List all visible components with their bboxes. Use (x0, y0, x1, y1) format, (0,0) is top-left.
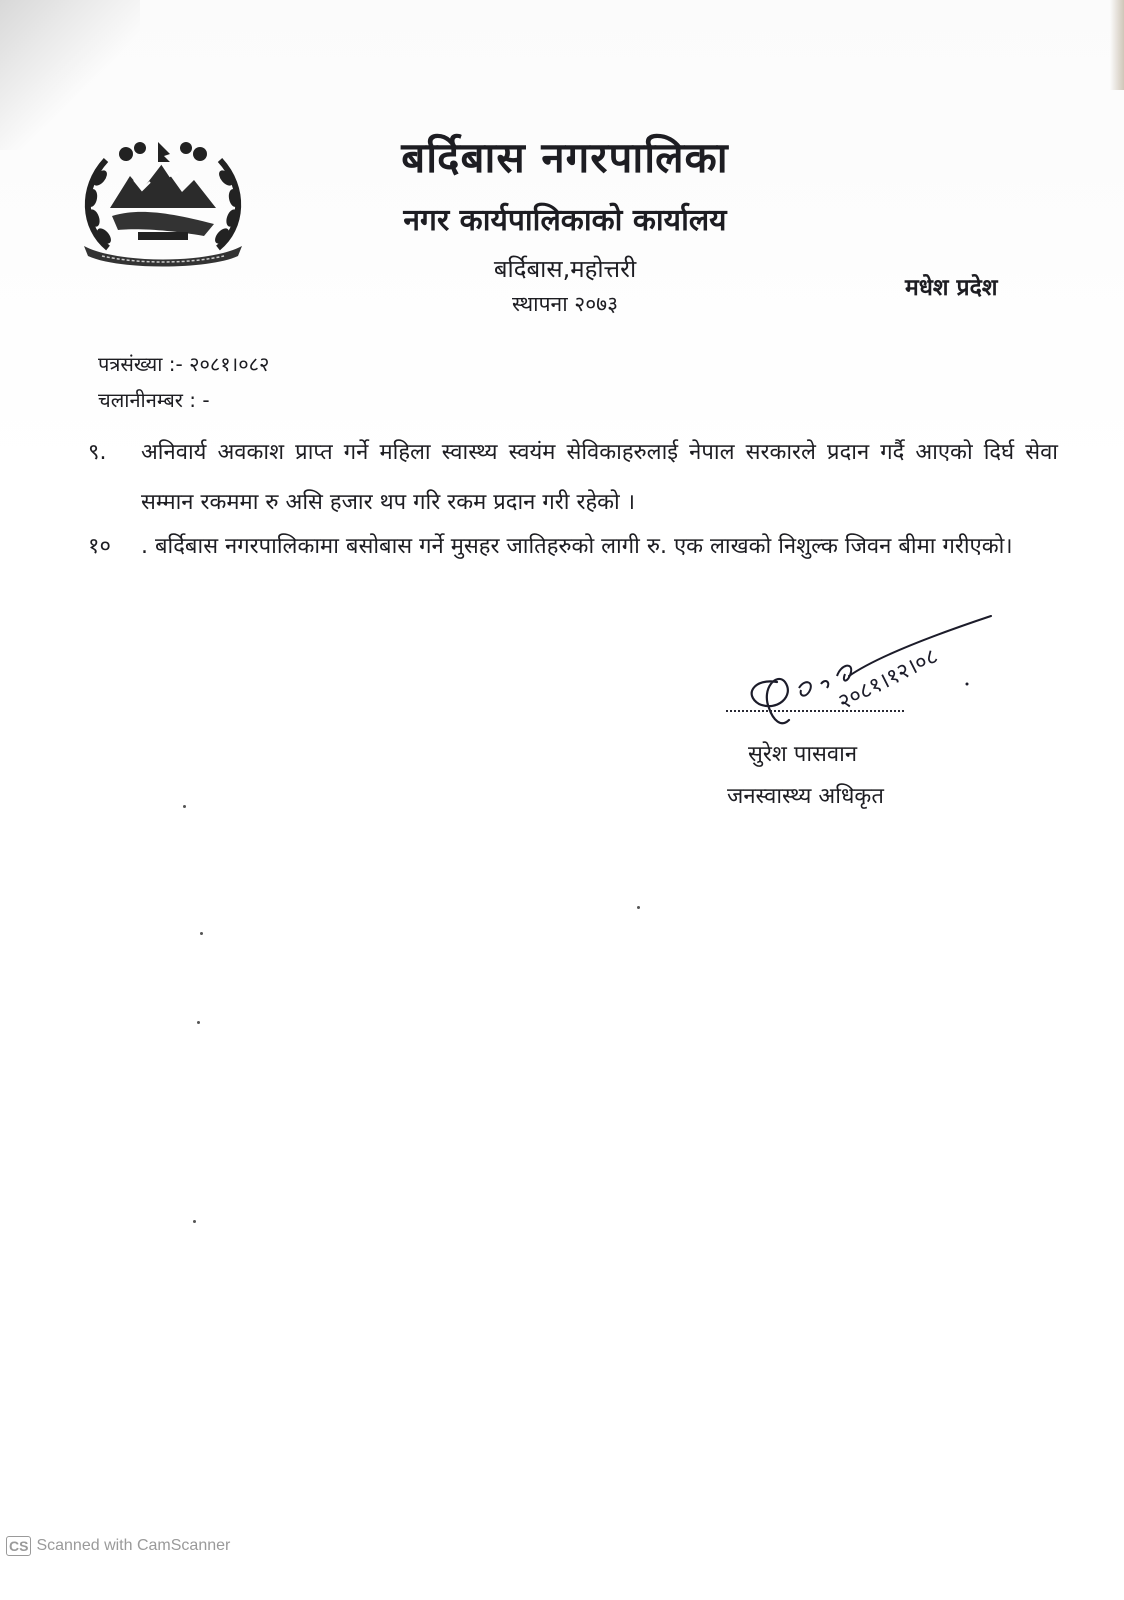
camscanner-watermark (6, 1536, 230, 1556)
scan-speck (183, 805, 186, 808)
letter-number: पत्रसंख्या :- २०८१।०८२ (98, 352, 270, 376)
signature-date: २०८१।१२।०८ (834, 643, 943, 716)
municipality-title: बर्दिबास नगरपालिका (401, 133, 729, 182)
established-year: स्थापना २०७३ (512, 292, 618, 316)
signature-line (726, 710, 904, 712)
signer-title: जनस्वास्थ्य अधिकृत (727, 784, 884, 809)
watermark-text: Scanned with CamScanner (36, 1537, 231, 1554)
list-item-number: १० (88, 534, 111, 559)
dispatch-number: चलानीनम्बर : - (98, 388, 210, 412)
list-item-text: अनिवार्य अवकाश प्राप्त गर्ने महिला स्वास्थ्य स्वयंम सेविकाहरुलाई नेपाल सरकारले प्रदान गर्दै आएको दिर्घ सेवा सम्मान रकममा रु असि हजार थप गरि रकम प्रदान गरी रहेको । (141, 440, 1058, 515)
office-address: बर्दिबास,महोत्तरी (493, 255, 637, 283)
scan-speck (193, 1220, 196, 1223)
signer-name: सुरेश पासवान (748, 742, 858, 767)
list-item-text: . बर्दिबास नगरपालिकामा बसोबास गर्ने मुसहर जातिहरुको लागी रु. एक लाखको निशुल्क जिवन बीमा गरीएको। (141, 534, 1013, 559)
scan-speck (200, 932, 203, 935)
government-emblem-icon (78, 138, 248, 270)
province-label: मधेश प्रदेश (905, 275, 998, 301)
page-edge-shadow (1110, 0, 1124, 90)
scan-speck (637, 906, 640, 909)
camscanner-logo-icon: CS (6, 1536, 31, 1556)
scan-speck (197, 1021, 200, 1024)
list-item-number: ९. (88, 440, 107, 465)
list-item (88, 428, 1058, 528)
page-fold-shadow (0, 0, 140, 150)
handwritten-signature (725, 612, 1015, 742)
office-subtitle: नगर कार्यपालिकाको कार्यालय (403, 203, 727, 238)
list-item (88, 522, 1058, 572)
